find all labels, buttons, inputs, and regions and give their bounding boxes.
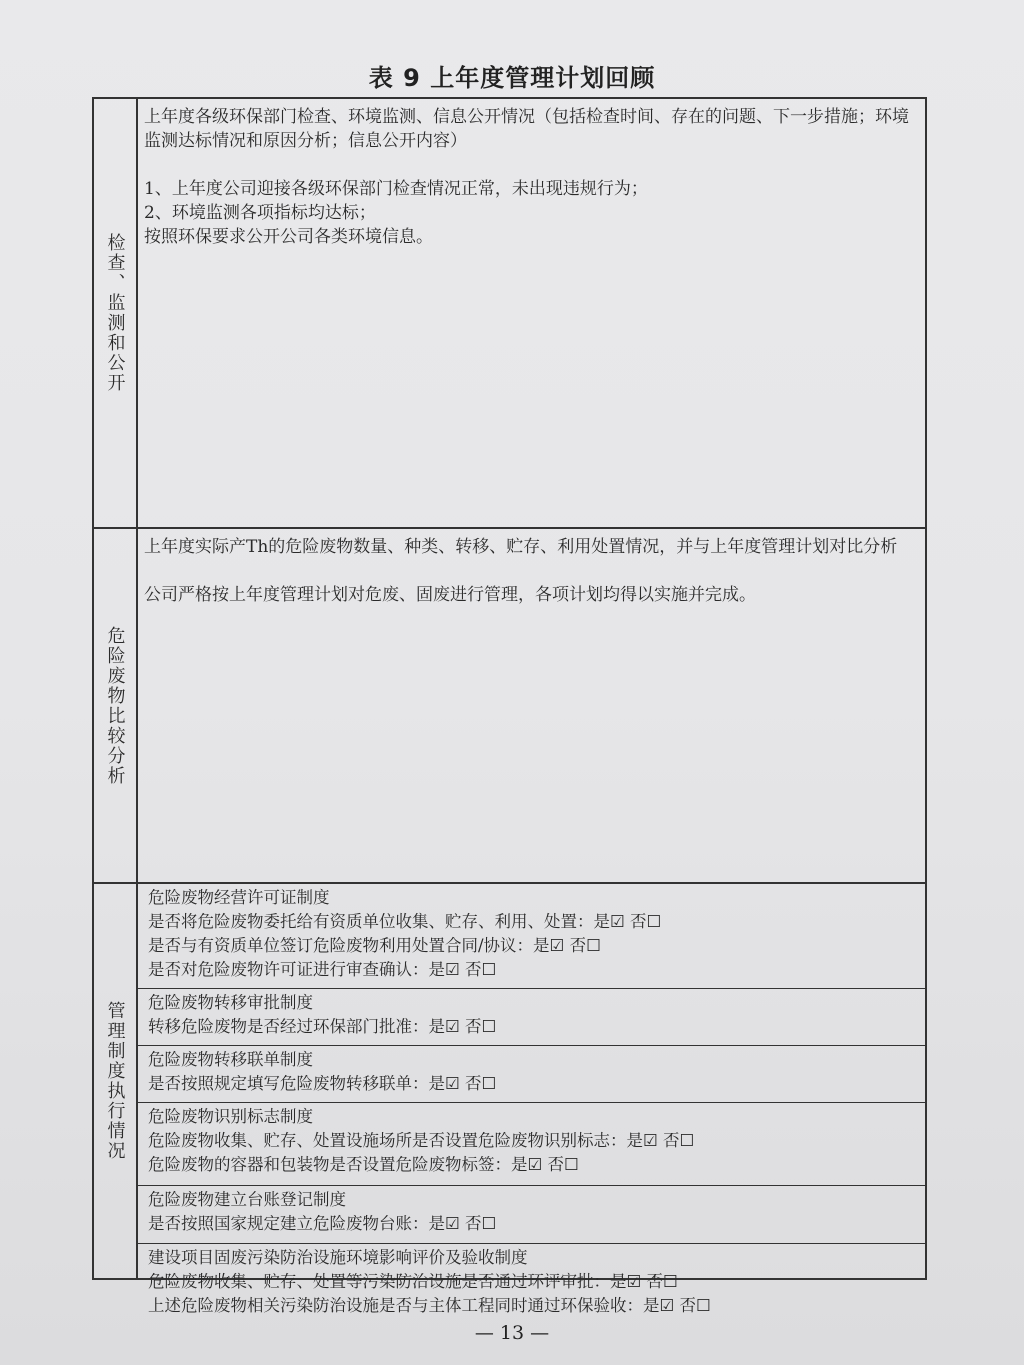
section-label: 管理制度执行情况 [94, 884, 138, 1278]
section-management-system [94, 884, 925, 1315]
section-content [138, 99, 925, 527]
group-heading: 危险废物识别标志制度 [148, 1107, 313, 1126]
group-heading: 危险废物建立台账登记制度 [148, 1190, 346, 1209]
system-group [138, 1186, 925, 1244]
checklist-line: 危险废物的容器和包装物是否设置危险废物标签：是☑ 否☐ [148, 1155, 579, 1174]
section-label: 危险废物比较分析 [94, 529, 138, 882]
system-group [138, 1244, 925, 1321]
section-content [138, 884, 925, 1315]
list-item: 2、环境监测各项指标均达标； [144, 203, 376, 223]
section-text: 公司严格按上年度管理计划对危废、固废进行管理，各项计划均得以实施并完成。 [144, 585, 756, 605]
group-heading: 危险废物转移联单制度 [148, 1050, 313, 1069]
checklist-line: 是否与有资质单位签订危险废物利用处置合同/协议：是☑ 否☐ [148, 936, 601, 955]
section-content [138, 529, 925, 882]
checklist-line: 是否对危险废物许可证进行审查确认：是☑ 否☐ [148, 960, 497, 979]
group-heading: 危险废物转移审批制度 [148, 993, 313, 1012]
section-inspection [94, 99, 925, 529]
group-heading: 建设项目固废污染防治设施环境影响评价及验收制度 [148, 1248, 528, 1267]
section-prompt: 上年度实际产Th的危险废物数量、种类、转移、贮存、利用处置情况，并与上年度管理计划对比分析 [144, 537, 898, 557]
system-group [138, 989, 925, 1046]
checklist-line: 上述危险废物相关污染防治设施是否与主体工程同时通过环保验收：是☑ 否☐ [148, 1296, 711, 1315]
section-label: 检查、监测和公开 [94, 99, 138, 527]
system-group [138, 1046, 925, 1103]
checklist-line: 是否将危险废物委托给有资质单位收集、贮存、利用、处置：是☑ 否☐ [148, 912, 662, 931]
review-table [92, 97, 927, 1315]
checklist-line: 危险废物收集、贮存、处置等污染防治设施是否通过环评审批：是☑ 否☐ [148, 1272, 678, 1291]
system-group [138, 884, 925, 989]
section-prompt: 上年度各级环保部门检查、环境监测、信息公开情况（包括检查时间、存在的问题、下一步措施；环境监测达标情况和原因分析；信息公开内容） [144, 107, 909, 151]
checklist-line: 转移危险废物是否经过环保部门批准：是☑ 否☐ [148, 1017, 497, 1036]
list-item: 按照环保要求公开公司各类环境信息。 [144, 227, 433, 247]
system-group [138, 1103, 925, 1186]
group-heading: 危险废物经营许可证制度 [148, 888, 330, 907]
list-item: 1、上年度公司迎接各级环保部门检查情况正常，未出现违规行为； [144, 179, 648, 199]
page-number: — 13 — [474, 1322, 550, 1344]
section-hazardous-waste-analysis [94, 529, 925, 884]
checklist-line: 是否按照规定填写危险废物转移联单：是☑ 否☐ [148, 1074, 497, 1093]
checklist-line: 是否按照国家规定建立危险废物台账：是☑ 否☐ [148, 1214, 497, 1233]
checklist-line: 危险废物收集、贮存、处置设施场所是否设置危险废物识别标志：是☑ 否☐ [148, 1131, 695, 1150]
page-title: 表 9 上年度管理计划回顾 [368, 64, 656, 92]
